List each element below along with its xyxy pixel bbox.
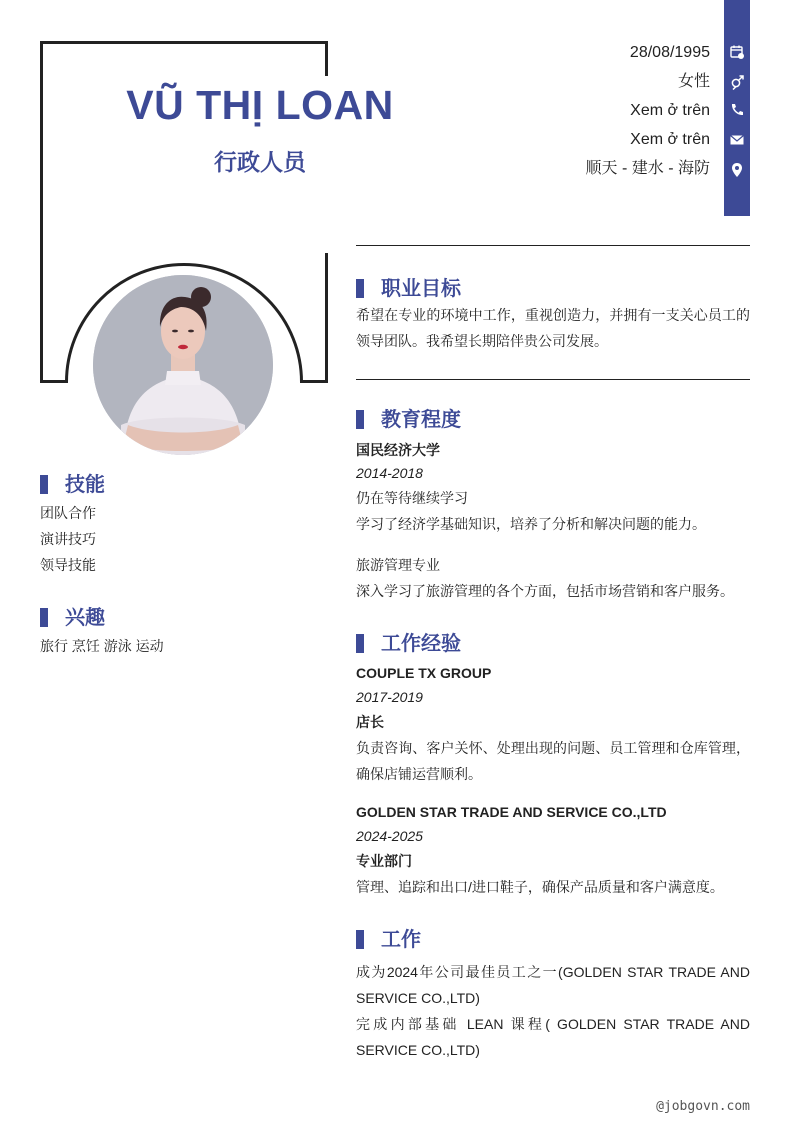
header-frame-right-lower <box>325 253 328 383</box>
divider <box>356 379 750 380</box>
interests-title: 兴趣 <box>65 607 105 629</box>
skill-item: 领导技能 <box>40 557 96 573</box>
header-frame-right <box>325 41 328 76</box>
contact-phone: Xem ở trên <box>630 102 710 119</box>
header-frame-top <box>40 41 328 44</box>
experience-heading <box>356 627 461 656</box>
education-title: 教育程度 <box>381 409 461 431</box>
gender-icon <box>729 74 745 90</box>
achievement-item: 成为2024年公司最佳员工之一(GOLDEN STAR TRADE AND SERVICE CO.,LTD) <box>356 964 750 1006</box>
heading-bar <box>40 608 48 627</box>
candidate-name: VŨ THỊ LOAN <box>126 82 394 128</box>
job-position: 专业部门 <box>356 853 412 869</box>
skill-item: 演讲技巧 <box>40 531 96 547</box>
divider <box>356 245 750 246</box>
contact-icon-bar <box>724 0 750 216</box>
footer-watermark: @jobgovn.com <box>656 1099 750 1114</box>
education-major-desc: 深入学习了旅游管理的各个方面，包括市场营销和客户服务。 <box>356 583 734 599</box>
job-desc: 负责咨询、客户关怀、处理出现的问题、员工管理和仓库管理，确保店铺运营顺利。 <box>356 740 750 782</box>
education-heading <box>356 403 461 432</box>
job-years: 2017-2019 <box>356 689 423 705</box>
achievements-heading <box>356 923 421 952</box>
contact-email: Xem ở trên <box>630 131 710 148</box>
location-icon <box>729 162 745 178</box>
mail-icon <box>729 132 745 148</box>
job-company: COUPLE TX GROUP <box>356 665 492 681</box>
header-frame-left <box>40 41 43 383</box>
achievements-title: 工作 <box>381 929 421 951</box>
heading-bar <box>356 634 364 653</box>
experience-title: 工作经验 <box>381 633 461 655</box>
education-major: 旅游管理专业 <box>356 557 440 573</box>
objective-heading <box>356 272 461 301</box>
job-company: GOLDEN STAR TRADE AND SERVICE CO.,LTD <box>356 804 667 820</box>
education-desc: 学习了经济学基础知识，培养了分析和解决问题的能力。 <box>356 516 706 532</box>
contact-address: 顺天 - 建水 - 海防 <box>585 160 710 177</box>
heading-bar <box>356 279 364 298</box>
skills-heading <box>40 468 105 497</box>
education-years: 2014-2018 <box>356 465 423 481</box>
interests-text: 旅行 烹饪 游泳 运动 <box>40 638 164 654</box>
skill-item: 团队合作 <box>40 505 96 521</box>
header-frame-bottom-right <box>300 380 328 383</box>
calendar-icon <box>729 44 745 60</box>
objective-text: 希望在专业的环境中工作，重视创造力，并拥有一支关心员工的领导团队。我希望长期陪伴贵公司发展。 <box>356 307 750 349</box>
education-school: 国民经济大学 <box>356 442 440 458</box>
candidate-role: 行政人员 <box>214 149 306 175</box>
job-desc: 管理、追踪和出口/进口鞋子，确保产品质量和客户满意度。 <box>356 879 724 895</box>
contact-gender: 女性 <box>677 73 710 90</box>
interests-heading <box>40 601 105 630</box>
header-frame-bottom-left <box>40 380 68 383</box>
skills-title: 技能 <box>65 474 105 496</box>
objective-title: 职业目标 <box>381 278 461 300</box>
education-status: 仍在等待继续学习 <box>356 490 468 506</box>
heading-bar <box>356 410 364 429</box>
job-position: 店长 <box>356 714 384 730</box>
contact-birthdate: 28/08/1995 <box>629 44 710 61</box>
avatar <box>93 275 273 455</box>
achievement-item: 完成内部基础 LEAN 课程( GOLDEN STAR TRADE AND SERVICE CO.,LTD) <box>356 1016 750 1058</box>
contact-list <box>586 38 710 183</box>
job-years: 2024-2025 <box>356 828 423 844</box>
heading-bar <box>356 930 364 949</box>
phone-icon <box>729 102 745 118</box>
heading-bar <box>40 475 48 494</box>
